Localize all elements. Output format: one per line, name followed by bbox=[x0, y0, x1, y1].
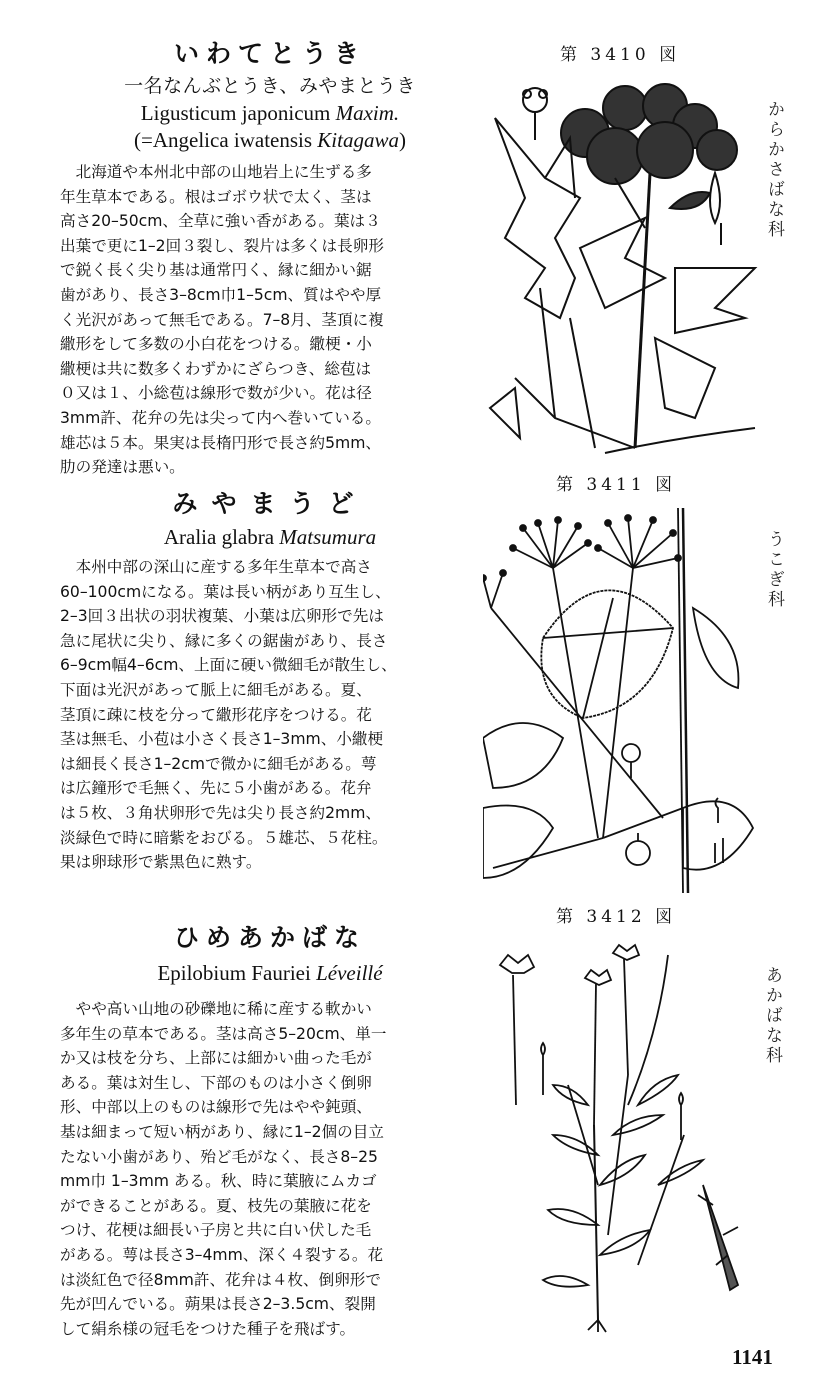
plant-illustration-epilobium bbox=[488, 935, 758, 1335]
plant-illustration-aralia bbox=[483, 508, 758, 893]
entry-description: 本州中部の深山に産する多年生草本で高さ 60–100cmになる。葉は長い柄があり互生し、 2–3回３出状の羽状複葉、小葉は広卵形で先は 急に尾状に尖り、縁に多くの鋸歯があり、長さ 6–9cm幅4–6cm、上面に硬い微細毛が散生し、 下面は光沢があって脈上に細毛がある。夏、 茎頂に疎に枝を分って繖形花序をつける。花 茎は無毛、小苞は小さく長さ1–3mm、小繖梗 は細長く長さ1–2cmで微かに細毛がある。萼 は広鐘形で毛無く、先に５小歯がある。花弁 は５枚、３角状卵形で先は尖り長さ約2mm、 淡緑色で時に暗紫をおびる。５雄芯、５花柱。 果は卵球形で紫黒色に熟す。 bbox=[60, 558, 397, 872]
entry-description: 北海道や本州北中部の山地岩上に生ずる多 年生草本である。根はゴボウ状で太く、茎は 高さ20–50cm、全草に強い香がある。葉は３ 出葉で更に1–2回３裂し、裂片は多くは長卵形 で鋭く長く尖り基は通常円く、縁に細かい鋸 歯があり、長さ3–8cm巾1–5cm、質はやや厚 く光沢があって無毛である。7–8月、茎頂に複 繖形をして多数の小白花をつける。繖梗・小 繖梗は共に数多くわずかにざらつき、総苞は ０又は１、小総苞は線形で数が少い。花は径 3mm許、花弁の先は尖って内へ巻いている。 雄芯は５本。果実は長楕円形で長さ約5mm、 肋の発達は悪い。 bbox=[60, 163, 384, 477]
entry-title: いわてとうき bbox=[173, 39, 366, 68]
entry-title: ひめあかばな bbox=[173, 923, 366, 952]
family-label: からかさばな科 bbox=[764, 100, 784, 240]
entry-iwatetouki bbox=[60, 38, 480, 480]
scientific-name bbox=[60, 524, 480, 551]
entry-miyamaudo bbox=[60, 488, 480, 875]
family-label: あかばな科 bbox=[762, 966, 782, 1066]
species-author: Maxim. bbox=[335, 101, 400, 125]
species-author: Matsumura bbox=[279, 525, 377, 549]
entry-alias: 一名なんぶとうき、みやまとうき bbox=[124, 75, 416, 97]
figure-label: 第 3410 図 bbox=[560, 45, 681, 65]
scientific-name bbox=[60, 100, 480, 127]
species-name: Epilobium Fauriei bbox=[157, 961, 311, 985]
entry-title: みやまうど bbox=[172, 489, 368, 518]
entry-himeakabana bbox=[60, 922, 480, 1341]
figure-label: 第 3411 図 bbox=[556, 475, 677, 495]
entry-description: やや高い山地の砂礫地に稀に産する軟かい 多年生の草本である。茎は高さ5–20cm、単一 か又は枝を分ち、上部には細かい曲った毛が ある。葉は対生し、下部のものは小さく倒卵 形、中部以上のものは線形で先はやや鈍頭、 基は細まって短い柄があり、縁に1–2個の目立 たない小歯があり、殆ど毛がなく、長さ8–25 mm巾 1–3mm ある。秋、時に葉腋にムカゴ ができることがある。夏、枝先の葉腋に花を つけ、花梗は細長い子房と共に白い伏した毛 がある。萼は長さ3–4mm、深く４裂する。花 は淡紅色で径8mm許、花弁は４枚、倒卵形で 先が凹んでいる。蒴果は長さ2–3.5cm、裂開 して絹糸様の冠毛をつけた種子を飛ばす。 bbox=[60, 1000, 387, 1338]
scientific-name bbox=[60, 960, 480, 987]
species-name: Aralia glabra bbox=[163, 525, 275, 549]
figure-label: 第 3412 図 bbox=[556, 907, 677, 927]
synonym: (=Angelica iwatensis Kitagawa) bbox=[134, 128, 406, 152]
page-number: 1141 bbox=[732, 1345, 773, 1369]
family-label: うこぎ科 bbox=[764, 530, 784, 610]
plant-illustration-angelica bbox=[485, 78, 765, 458]
species-name: Ligusticum japonicum bbox=[140, 101, 331, 125]
species-author: Léveillé bbox=[316, 961, 383, 985]
